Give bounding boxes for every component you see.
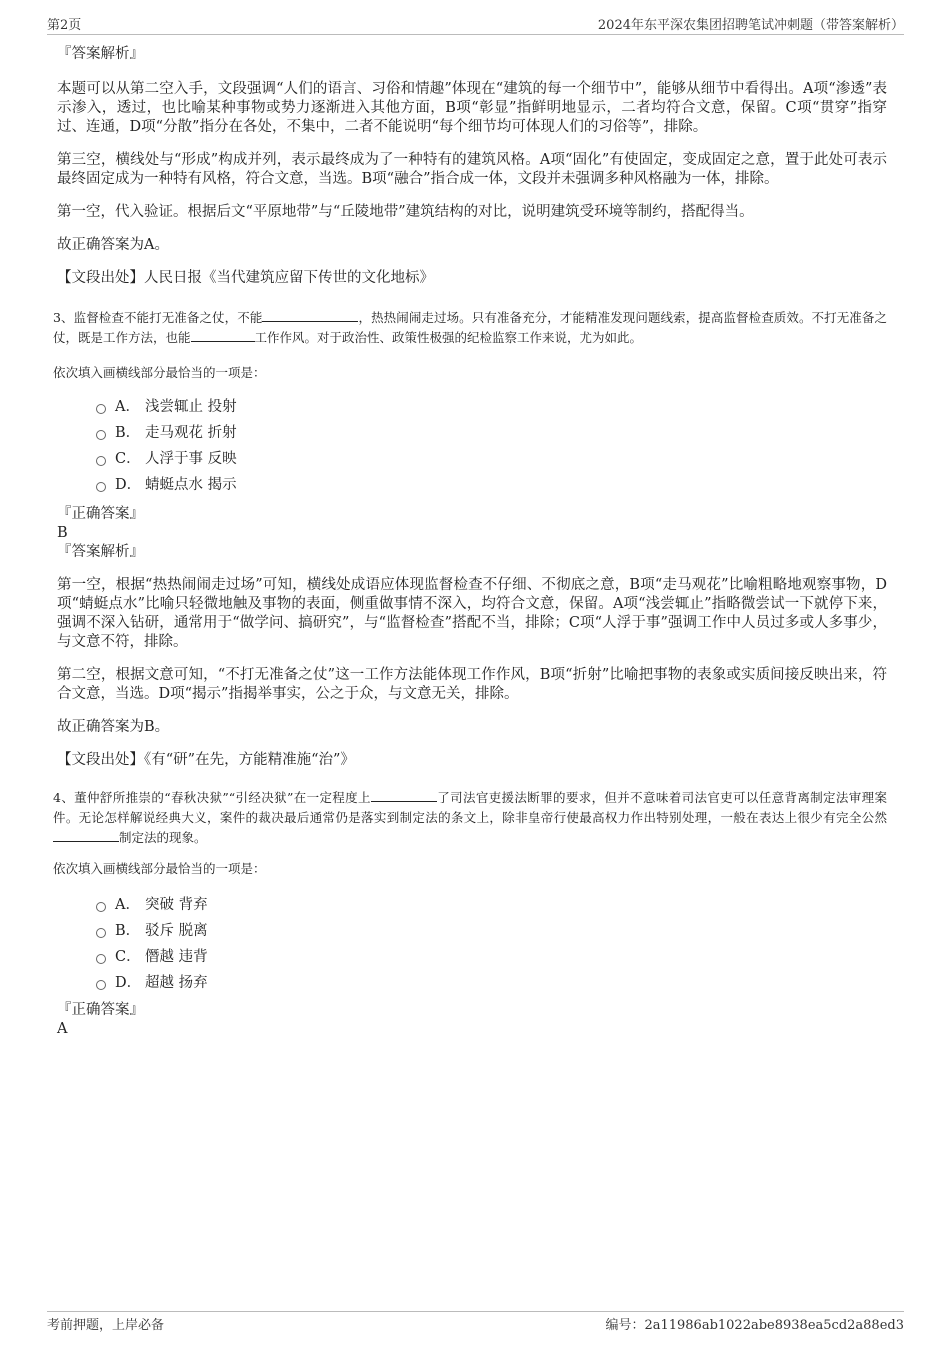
source-citation: 【文段出处】《有“研”在先，方能精准施“治”》 [57,752,355,768]
analysis-paragraph: 第一空，根据“热热闹闹走过场”可知，横线处成语应体现监督检查不仔细、不彻底之意，B项“走马观花”比喻粗略地观察事物，D项“蜻蜓点水”比喻只轻微地触及事物的表面，侧重做事情不深入，均符合文意，保留。A项“浅尝辄止”指略微尝试一下就停下来，强调不深入钻研，通常用于“做学问、搞研究”，与“监督检查”搭配不当，排除；C项“人浮于事”强调工作中人员过多或人多事少，与文意不符，排除。 [57,577,887,650]
blank-line [371,789,437,802]
option-b[interactable]: B． 走马观花 折射 [96,420,887,446]
option-d[interactable]: D． 蜻蜓点水 揭示 [96,472,887,498]
question-4-options [96,892,887,996]
analysis-paragraph: 本题可以从第二空入手，文段强调“人们的语言、习俗和情趣”体现在“建筑的每一个细节中”，能够从细节中看得出。A项“渗透”表示渗入，透过，也比喻某种事物或势力逐渐进入其他方面，B项“彰显”指鲜明地显示，二者均符合文意，保留。C项“贯穿”指穿过、连通，D项“分散”指分在各处，不集中，二者不能说明“每个细节均可体现人们的习俗等”，排除。 [57,81,887,135]
page-header [47,14,904,35]
analysis-paragraph: 第二空，根据文意可知，“不打无准备之仗”这一工作方法能体现工作作风，B项“折射”比喻把事物的表象或实质间接反映出来，符合文意，当选。D项“揭示”指揭举事实，公之于众，与文意无关，排除。 [57,667,887,702]
correct-answer: B [57,525,68,541]
correct-answer-label: 『正确答案』 [57,506,144,522]
footer-slogan: 考前押题，上岸必备 [47,1318,165,1333]
document-title: 2024年东平深农集团招聘笔试冲刺题（带答案解析） [597,18,904,33]
radio-icon[interactable] [96,954,106,964]
radio-icon[interactable] [96,980,106,990]
source-citation: 【文段出处】人民日报《当代建筑应留下传世的文化地标》 [57,270,434,286]
analysis-paragraph: 第三空，横线处与“形成”构成并列，表示最终成为了一种特有的建筑风格。A项“固化”有使固定，变成固定之意，置于此处可表示最终固定成为一种特有风格，符合文意，当选。B项“融合”指合成一体，文段并未强调多种风格融为一体，排除。 [57,152,887,187]
blank-line [53,829,119,842]
radio-icon[interactable] [96,430,106,440]
analysis-label: 『答案解析』 [57,544,144,560]
analysis-paragraph: 第一空，代入验证。根据后文“平原地带”与“丘陵地带”建筑结构的对比，说明建筑受环境等制约，搭配得当。 [57,204,754,220]
question-4-stem: 4、董仲舒所推崇的“春秋决狱”“引经决狱”在一定程度上 了司法官吏援法断罪的要求，但并不意味着司法官吏可以任意背离制定法审理案件。无论怎样解说经典大义，案件的裁决最后通常仍是落实到制定法的条文上，除非皇帝行使最高权力作出特别处理，一般在表达上很少有完全公然制定法的现象。 [53,790,887,845]
radio-icon[interactable] [96,456,106,466]
analysis-label: 『答案解析』 [57,46,144,62]
option-a[interactable]: A． 浅尝辄止 投射 [96,394,887,420]
analysis-conclusion: 故正确答案为B。 [57,719,170,735]
correct-answer: A [57,1021,68,1037]
option-c[interactable]: C． 人浮于事 反映 [96,446,887,472]
question-3-options [96,394,887,498]
radio-icon[interactable] [96,902,106,912]
blank-line [262,309,358,322]
option-a[interactable]: A． 突破 背弃 [96,892,887,918]
question-3-prompt: 依次填入画横线部分最恰当的一项是： [53,365,266,380]
option-b[interactable]: B． 驳斥 脱离 [96,918,887,944]
question-4-prompt: 依次填入画横线部分最恰当的一项是： [53,861,266,876]
correct-answer-label: 『正确答案』 [57,1002,144,1018]
radio-icon[interactable] [96,928,106,938]
question-3-stem: 3、监督检查不能打无准备之仗，不能 ，热热闹闹走过场。只有准备充分，才能精准发现问题线索，提高监督检查质效。不打无准备之仗，既是工作方法，也能 工作作风。对于政治性、政策性极强的纪检监察工作来说，尤为如此。 [53,310,887,345]
page-footer [47,1311,904,1334]
blank-line [191,329,255,342]
page-content [53,44,887,1038]
option-d[interactable]: D． 超越 扬弃 [96,970,887,996]
option-c[interactable]: C． 僭越 违背 [96,944,887,970]
radio-icon[interactable] [96,482,106,492]
document-id: 编号：2a11986ab1022abe8938ea5cd2a88ed3 [605,1318,904,1333]
radio-icon[interactable] [96,404,106,414]
analysis-conclusion: 故正确答案为A。 [57,237,169,253]
page-number: 第2页 [47,18,82,33]
